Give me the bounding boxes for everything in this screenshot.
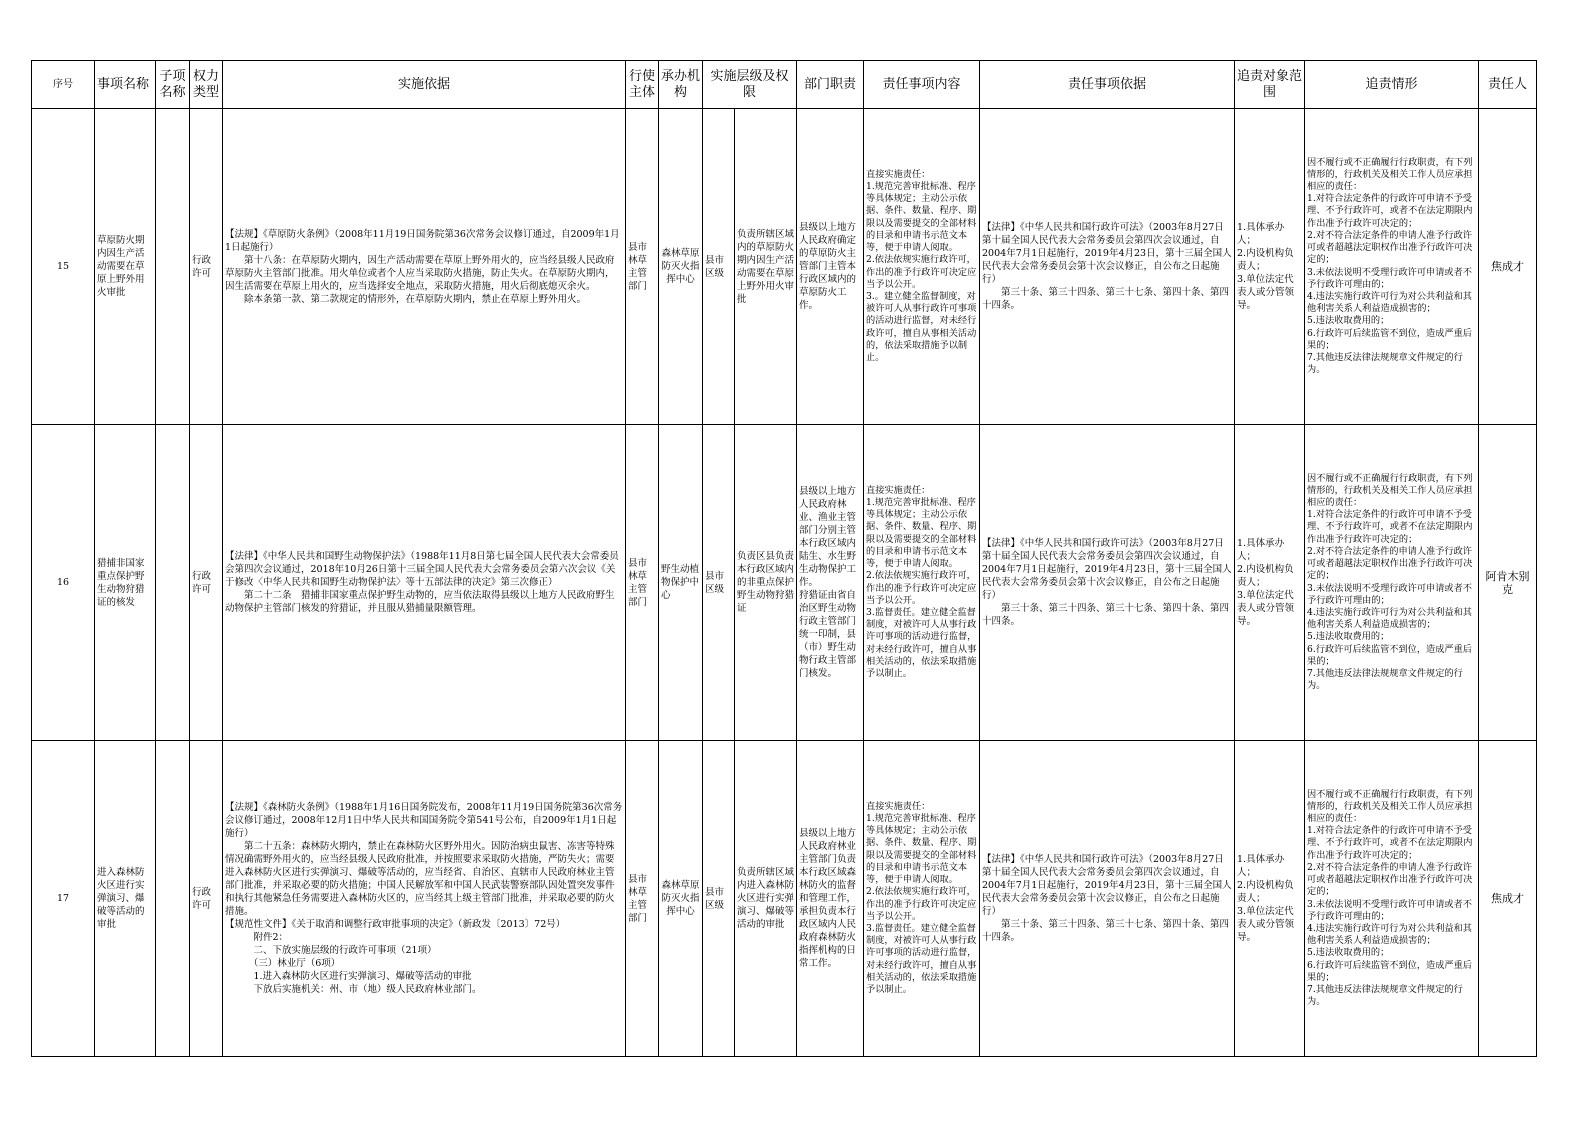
cell-sub-name [156,425,190,741]
cell-seq: 17 [32,741,95,1057]
table-row [32,425,1537,741]
cell-person: 焦成才 [1479,109,1537,425]
cell-scope: 1.具体承办人； 2.内设机构负责人； 3.单位法定代表人或分管领导。 [1235,741,1305,1057]
cell-basis: 【法规】《草原防火条例》（2008年11月19日国务院第36次常务会议修订通过，自2009年1月1日起施行） 第十八条：在草原防火期内，因生产活动需要在草原上野外用火的，应当经县级人民政府草原防火主管部门批准。用火单位或者个人应当采取防火措施，防止失火。在草原防火期内，因生活需要在草原上用火的，应当选择安全地点，采取防火措施，用火后彻底熄灭余火。 除本条第一款、第二款规定的情形外，在草原防火期内，禁止在草原上野外用火。 [223,109,626,425]
header-seq: 序号 [32,61,95,109]
header-scope: 追责对象范围 [1235,61,1305,109]
header-power-type: 权力类型 [190,61,223,109]
header-subject: 行使主体 [626,61,659,109]
cell-duty: 县级以上地方人民政府确定的草原防火主管部门主管本行政区域内的草原防火工作。 [797,109,864,425]
cell-duty: 县级以上地方人民政府林业主管部门负责本行政区域森林防火的监督和管理工作，承担负责本行政区域内人民政府森林防火指挥机构的日常工作。 [797,741,864,1057]
cell-level: 县市区级 [703,425,735,741]
cell-situation: 因不履行或不正确履行行政职责，有下列情形的，行政机关及相关工作人员应承担相应的责任： 1.对符合法定条件的行政许可申请不予受理、不予行政许可，或者不在法定期限内作出准予行政许可决定的； 2.对不符合法定条件的申请人准予行政许可或者超越法定职权作出准予行政许可决定的； 3.未依法说明不受理行政许可申请或者不予行政许可理由的； 4.违法实施行政许可行为对公共利益和其他利害关系人利益造成损害的； 5.违法收取费用的； 6.行政许可后续监管不到位，造成严重后果的； 7.其他违反法律法规规章文件规定的行为。 [1305,425,1479,741]
table-row [32,109,1537,425]
cell-sub-name [156,741,190,1057]
cell-person: 阿肯木别克 [1479,425,1537,741]
header-org: 承办机构 [659,61,703,109]
cell-resp-content: 直接实施责任： 1.规范完善审批标准、程序等具体规定；主动公示依据、条件、数量、程序、期限以及需要提交的全部材料的目录和申请书示范文本等，便于申请人阅取。 2.依法依规实施行政许可，作出的准予行政许可决定应当予以公开。 3.监督责任。建立健全监督制度，对被许可人从事行政许可事项的活动进行监督，对未经行政许可，擅自从事相关活动的，依法采取措施予以制止。 [864,425,980,741]
cell-situation: 因不履行或不正确履行行政职责，有下列情形的，行政机关及相关工作人员应承担相应的责任： 1.对符合法定条件的行政许可申请不予受理、不予行政许可，或者不在法定期限内作出准予行政许可决定的； 2.对不符合法定条件的申请人准予行政许可或者超越法定职权作出准予行政许可决定的； 3.未依法说明不受理行政许可申请或者不予行政许可理由的； 4.违法实施行政许可行为对公共利益和其他利害关系人利益造成损害的； 5.违法收取费用的； 6.行政许可后续监管不到位，造成严重后果的； 7.其他违反法律法规规章文件规定的行为。 [1305,109,1479,425]
header-item-name: 事项名称 [95,61,156,109]
header-resp-content: 责任事项内容 [864,61,980,109]
cell-item-name: 草原防火期内因生产活动需要在草原上野外用火审批 [95,109,156,425]
cell-org: 森林草原防灭火指挥中心 [659,109,703,425]
table-row [32,741,1537,1057]
cell-resp-content: 直接实施责任： 1.规范完善审批标准、程序等具体规定；主动公示依据、条件、数量、程序、期限以及需要提交的全部材料的目录和申请书示范文本等，便于申请人阅取。 2.依法依规实施行政许可，作出的准予行政许可决定应当予以公开。 3.。建立健全监督制度，对被许可人从事行政许可事项的活动进行监督，对未经行政许可，擅自从事相关活动的，依法采取措施予以制止。 [864,109,980,425]
header-basis: 实施依据 [223,61,626,109]
cell-basis: 【法律】《中华人民共和国野生动物保护法》（1988年11月8日第七届全国人民代表大会常委员会第四次会议通过，2018年10月26日第十三届全国人民代表大会常务委员会第六次会议《关于修改〈中华人民共和国野生动物保护法〉等十五部法律的决定》第三次修正） 第二十二条 猎捕非国家重点保护野生动物的，应当依法取得县级以上地方人民政府野生动物保护主管部门核发的狩猎证，并且服从猎捕量限额管理。 [223,425,626,741]
cell-basis: 【法规】《森林防火条例》（1988年1月16日国务院发布，2008年11月19日国务院第36次常务会议修订通过，2008年12月1日中华人民共和国国务院令第541号公布，自2009年1月1日起施行） 第二十五条：森林防火期内，禁止在森林防火区野外用火。因防治病虫鼠害、冻害等特殊情况确需野外用火的，应当经县级人民政府批准，并按照要求采取防火措施，严防失火；需要进入森林防火区进行实弹演习、爆破等活动的，应当经省、自治区、直辖市人民政府林业主管部门批准，并采取必要的防火措施；中国人民解放军和中国人民武装警察部队因处置突发事件和执行其他紧急任务需要进入森林防火区的，应当经其上级主管部门批准，并采取必要的防火措施。 【规范性文件】《关于取消和调整行政审批事项的决定》（新政发〔2013〕72号） 附件2： 二、下放实施层级的行政许可事项（21项） （三）林业厅（6项） 1.进入森林防火区进行实弹演习、爆破等活动的审批 下放后实施机关：州、市（地）级人民政府林业部门。 [223,741,626,1057]
cell-item-name: 猎捕非国家重点保护野生动物狩猎证的核发 [95,425,156,741]
cell-org: 野生动植物保护中心 [659,425,703,741]
cell-power-type: 行政许可 [190,741,223,1057]
responsibility-table [31,60,1537,1057]
header-person: 责任人 [1479,61,1537,109]
cell-subject: 县市林草主管部门 [626,425,659,741]
cell-duty: 县级以上地方人民政府林业、渔业主管部门分别主管本行政区域内陆生、水生野生动物保护工作。 狩猎证由省自治区野生动物行政主管部门统一印制，县（市）野生动物行政主管部门核发。 [797,425,864,741]
cell-situation: 因不履行或不正确履行行政职责，有下列情形的，行政机关及相关工作人员应承担相应的责任： 1.对符合法定条件的行政许可申请不予受理、不予行政许可，或者不在法定期限内作出准予行政许可决定的； 2.对不符合法定条件的申请人准予行政许可或者超越法定职权作出准予行政许可决定的； 3.未依法说明不受理行政许可申请或者不予行政许可理由的； 4.违法实施行政许可行为对公共利益和其他利害关系人利益造成损害的； 5.违法收取费用的； 6.行政许可后续监管不到位，造成严重后果的； 7.其他违反法律法规规章文件规定的行为。 [1305,741,1479,1057]
cell-power-type: 行政许可 [190,109,223,425]
cell-subject: 县市林草主管部门 [626,109,659,425]
cell-org: 森林草原防灭火指挥中心 [659,741,703,1057]
cell-power-type: 行政许可 [190,425,223,741]
header-resp-basis: 责任事项依据 [980,61,1235,109]
cell-sub-name [156,109,190,425]
cell-resp-basis: 【法律】《中华人民共和国行政许可法》（2003年8月27日第十届全国人民代表大会常务委员会第四次会议通过，自2004年7月1日起施行，2019年4月23日，第十三届全国人民代表大会常务委员会第十次会议修正，自公布之日起施行） 第三十条、第三十四条、第三十七条、第四十条、第四十四条。 [980,741,1235,1057]
cell-scope: 1.具体承办人； 2.内设机构负责人； 3.单位法定代表人或分管领导。 [1235,109,1305,425]
cell-authority: 负责区县负责本行政区域内的非重点保护野生动物狩猎证 [735,425,797,741]
cell-resp-basis: 【法律】《中华人民共和国行政许可法》（2003年8月27日第十届全国人民代表大会常务委员会第四次会议通过，自2004年7月1日起施行，2019年4月23日，第十三届全国人民代表大会常务委员会第十次会议修正，自公布之日起施行） 第三十条、第三十四条、第三十七条、第四十条、第四十四条。 [980,425,1235,741]
cell-item-name: 进入森林防火区进行实弹演习、爆破等活动的审批 [95,741,156,1057]
header-level: 实施层级及权限 [703,61,797,109]
cell-level: 县市区级 [703,109,735,425]
cell-scope: 1.具体承办人； 2.内设机构负责人； 3.单位法定代表人或分管领导。 [1235,425,1305,741]
cell-subject: 县市林草主管部门 [626,741,659,1057]
header-sub-name: 子项名称 [156,61,190,109]
cell-resp-basis: 【法律】《中华人民共和国行政许可法》（2003年8月27日第十届全国人民代表大会常务委员会第四次会议通过，自2004年7月1日起施行，2019年4月23日，第十三届全国人民代表大会常务委员会第十次会议修正，自公布之日起施行） 第三十条、第三十四条、第三十七条、第四十条、第四十四条。 [980,109,1235,425]
cell-authority: 负责所辖区域内进入森林防火区进行实弹演习、爆破等活动的审批 [735,741,797,1057]
cell-seq: 16 [32,425,95,741]
header-situation: 追责情形 [1305,61,1479,109]
cell-seq: 15 [32,109,95,425]
cell-person: 焦成才 [1479,741,1537,1057]
cell-authority: 负责所辖区域内的草原防火期内因生产活动需要在草原上野外用火审批 [735,109,797,425]
header-duty: 部门职责 [797,61,864,109]
cell-level: 县市区级 [703,741,735,1057]
cell-resp-content: 直接实施责任： 1.规范完善审批标准、程序等具体规定；主动公示依据、条件、数量、程序、期限以及需要提交的全部材料的目录和申请书示范文本等，便于申请人阅取。 2.依法依规实施行政许可，作出的准予行政许可决定应当予以公开。 3.监督责任。建立健全监督制度，对被许可人从事行政许可事项的活动进行监督，对未经行政许可，擅自从事相关活动的，依法采取措施予以制止。 [864,741,980,1057]
header-row [32,61,1537,109]
